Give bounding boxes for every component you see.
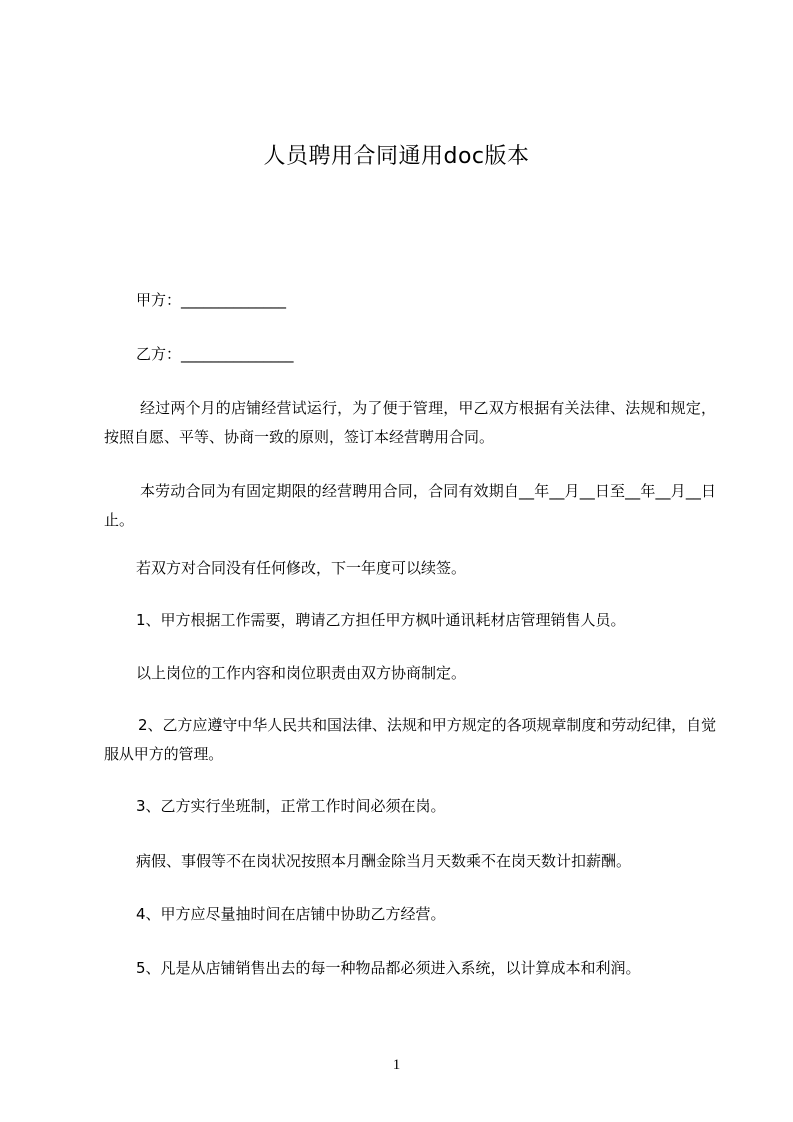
paragraph-intro: 经过两个月的店铺经营试运行，为了便于管理，甲乙双方根据有关法律、法规和规定，按照自愿、平等、协商一致的原则，签订本经营聘用合同。 <box>104 399 716 446</box>
clause-5: 5、凡是从店铺销售出去的每一种物品都必须进入系统，以计算成本和利润。 <box>136 959 641 977</box>
paragraph-term: 本劳动合同为有固定期限的经营聘用合同，合同有效期自__年__月__日至__年__月__日止。 <box>104 482 716 529</box>
clause-4: 4、甲方应尽量抽时间在店铺中协助乙方经营。 <box>136 905 446 923</box>
clause-1: 1、甲方根据工作需要，聘请乙方担任甲方枫叶通讯耗材店管理销售人员。 <box>136 611 626 629</box>
paragraph-duties: 以上岗位的工作内容和岗位职责由双方协商制定。 <box>136 664 467 682</box>
page-number: 1 <box>392 1057 401 1073</box>
clause-3: 3、乙方实行坐班制，正常工作时间必须在岗。 <box>136 797 446 815</box>
party-a-line: 甲方：______________ <box>136 291 287 309</box>
document-title: 人员聘用合同通用doc版本 <box>263 144 530 169</box>
party-b-line: 乙方：_______________ <box>136 345 294 363</box>
paragraph-renewal: 若双方对合同没有任何修改，下一年度可以续签。 <box>136 559 467 577</box>
clause-2: 2、乙方应遵守中华人民共和国法律、法规和甲方规定的各项规章制度和劳动纪律，自觉服从甲方的管理。 <box>104 716 716 763</box>
paragraph-leave: 病假、事假等不在岗状况按照本月酬金除当月天数乘不在岗天数计扣薪酬。 <box>136 852 632 870</box>
